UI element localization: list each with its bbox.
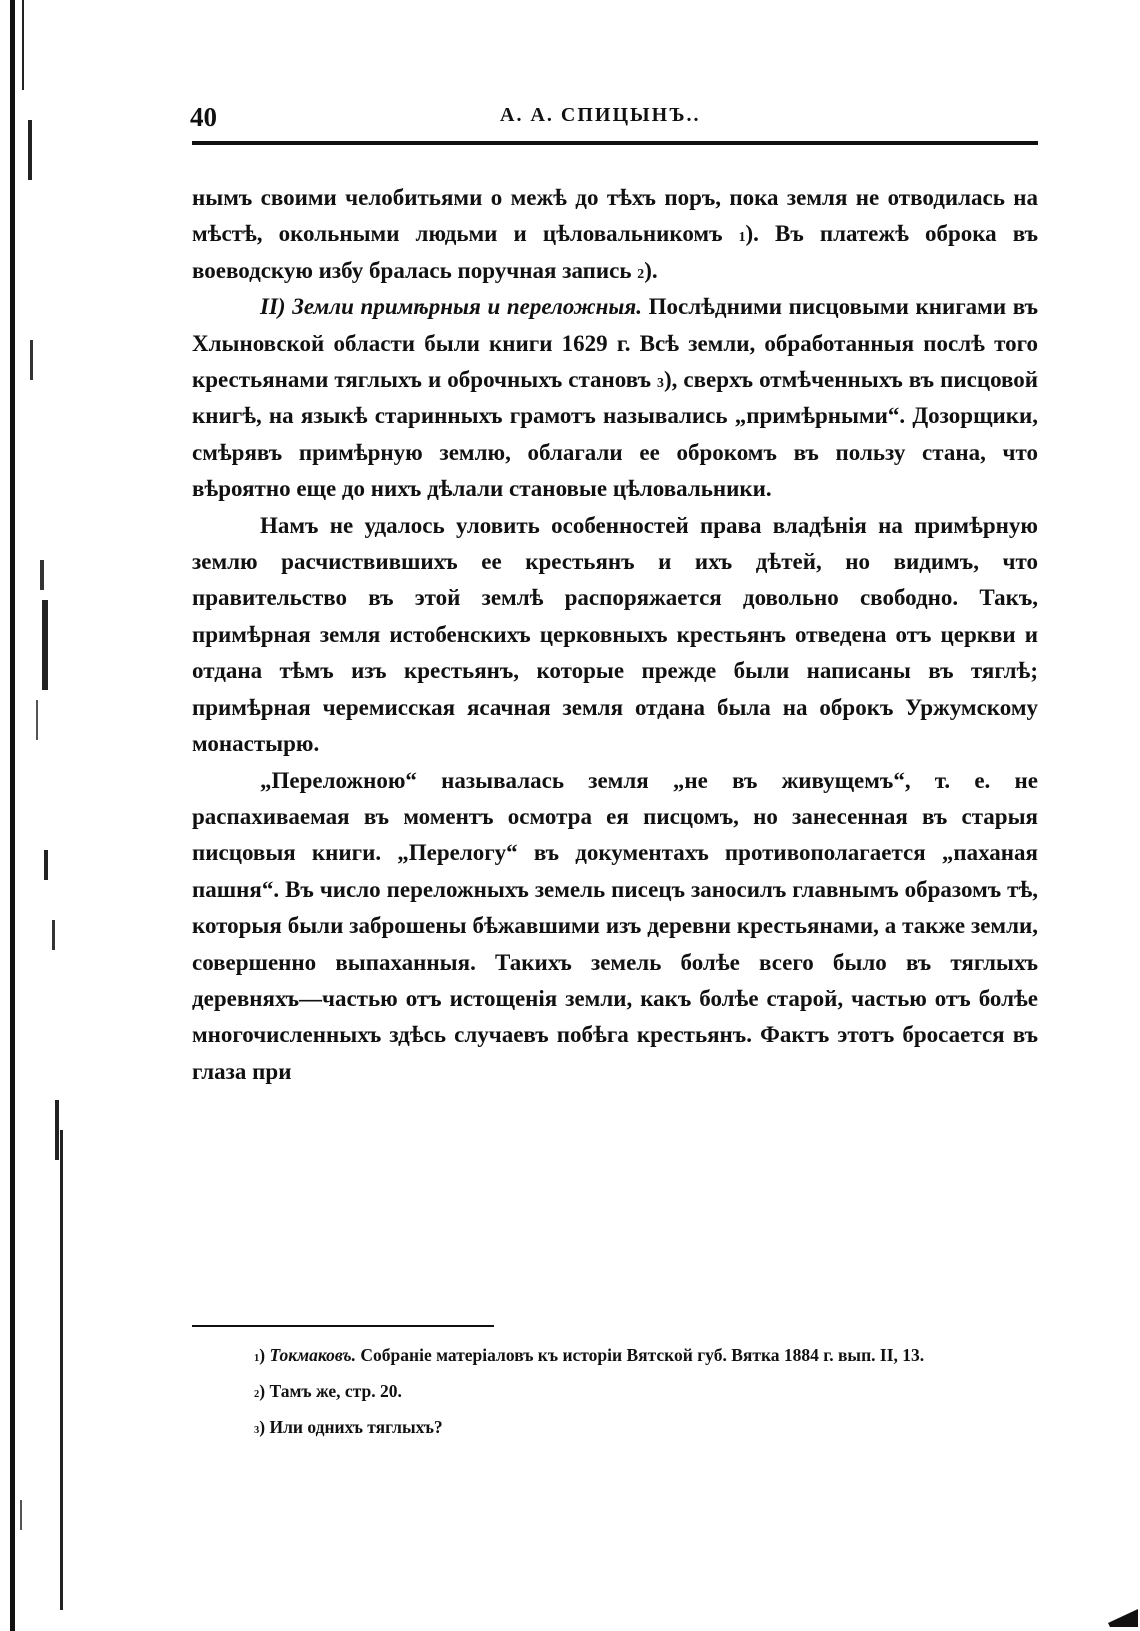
- header-rule: [192, 141, 1038, 145]
- paragraph-2-text: Послѣдними писцовыми книгами въ Хлыновской области были книги 1629 г. Всѣ земли, обработанныя послѣ того крестьянами тяглыхъ и оброчныхъ становъ: [192, 294, 1038, 393]
- footnote-3: $^3$) Или однихъ тяглыхъ?: [254, 1417, 443, 1437]
- running-title: А. А. СПИЦЫНЪ..: [500, 104, 701, 126]
- footnote-ref-3: 3: [657, 375, 664, 391]
- corner-scan-mark: [1100, 1601, 1140, 1631]
- footnote-1-text: Собраніе матеріаловъ къ исторіи Вятской губ. Вятка 1884 г. вып. II, 13.: [356, 1345, 925, 1365]
- body-text: [192, 180, 1038, 1090]
- scan-edge-artifact: [0, 0, 64, 1631]
- footnote-rule: [192, 1325, 494, 1327]
- page-header: [190, 100, 1040, 140]
- footnote-ref-1: 1: [738, 229, 746, 245]
- paragraph-1-text-b: ). Въ платежѣ оброка въ воеводскую избу бралась поручная запись: [192, 221, 1038, 283]
- footnote-3-text: Или однихъ тяглыхъ?: [265, 1417, 443, 1437]
- paragraph-1-text: нымъ своими челобитьями о межѣ до тѣхъ поръ, пока земля не отводилась на мѣстѣ, окольными людьми и цѣловальникомъ: [192, 185, 1038, 247]
- paragraph-2: [192, 289, 1038, 507]
- section-heading: II) Земли примѣрныя и переложныя.: [260, 294, 642, 320]
- footnote-1-number: 1: [254, 1353, 260, 1364]
- footnote-2: $^2$) Тамъ же, стр. 20.: [254, 1381, 402, 1401]
- paragraph-1-text-c: ).: [644, 257, 658, 283]
- paragraph-3: Намъ не удалось уловить особенностей права владѣнія на примѣрную землю расчиствившихъ ее крестьянъ и ихъ дѣтей, но видимъ, что правительство въ этой землѣ распоряжается довольно свободно. Такъ, примѣрная земля истобенскихъ церковныхъ крестьянъ отведена отъ церкви и отдана тѣмъ изъ крестьянъ, которые прежде были написаны въ тяглѣ; примѣрная черемисская ясачная земля отдана была на оброкъ Уржумскому монастырю.: [192, 512, 1038, 757]
- footnote-2-text: Тамъ же, стр. 20.: [265, 1381, 402, 1401]
- paragraph-1: [192, 180, 1038, 289]
- paragraph-4: „Переложною“ называлась земля „не въ живущемъ“, т. е. не распахиваемая въ моментъ осмотра ея писцомъ, но занесенная въ старыя писцовыя книги. „Перелогу“ въ документахъ противополагается „паханая пашня“. Въ число переложныхъ земель писецъ заносилъ главнымъ образомъ тѣ, которыя были заброшены бѣжавшими изъ деревни крестьянами, а также земли, совершенно выпаханныя. Такихъ земель болѣе всего было въ тяглыхъ деревняхъ—частью отъ истощенія земли, какъ болѣе старой, частью отъ болѣе многочисленныхъ здѣсь случаевъ побѣга крестьянъ. Фактъ этотъ бросается въ глаза при: [192, 767, 1038, 1084]
- footnote-3-number: 3: [254, 1425, 260, 1436]
- footnote-1: $^1$) Токмаковъ. Собраніе матеріаловъ къ исторіи Вятской губ. Вятка 1884 г. вып. II, 13.: [254, 1345, 925, 1365]
- paragraph-2-text-b: ), сверхъ отмѣченныхъ въ писцовой книгѣ, на языкѣ старинныхъ грамотъ назывались „примѣрными“. Дозорщики, смѣрявъ примѣрную землю, облагали ее оброкомъ въ пользу стана, что вѣроятно еще до нихъ дѣлали становые цѣловальники.: [192, 367, 1039, 502]
- footnote-ref-2: 2: [637, 265, 645, 281]
- footnote-2-number: 2: [254, 1389, 260, 1400]
- footnote-1-author: Токмаковъ.: [269, 1345, 357, 1365]
- footnotes: [192, 1342, 1038, 1450]
- page-number: 40: [190, 102, 217, 132]
